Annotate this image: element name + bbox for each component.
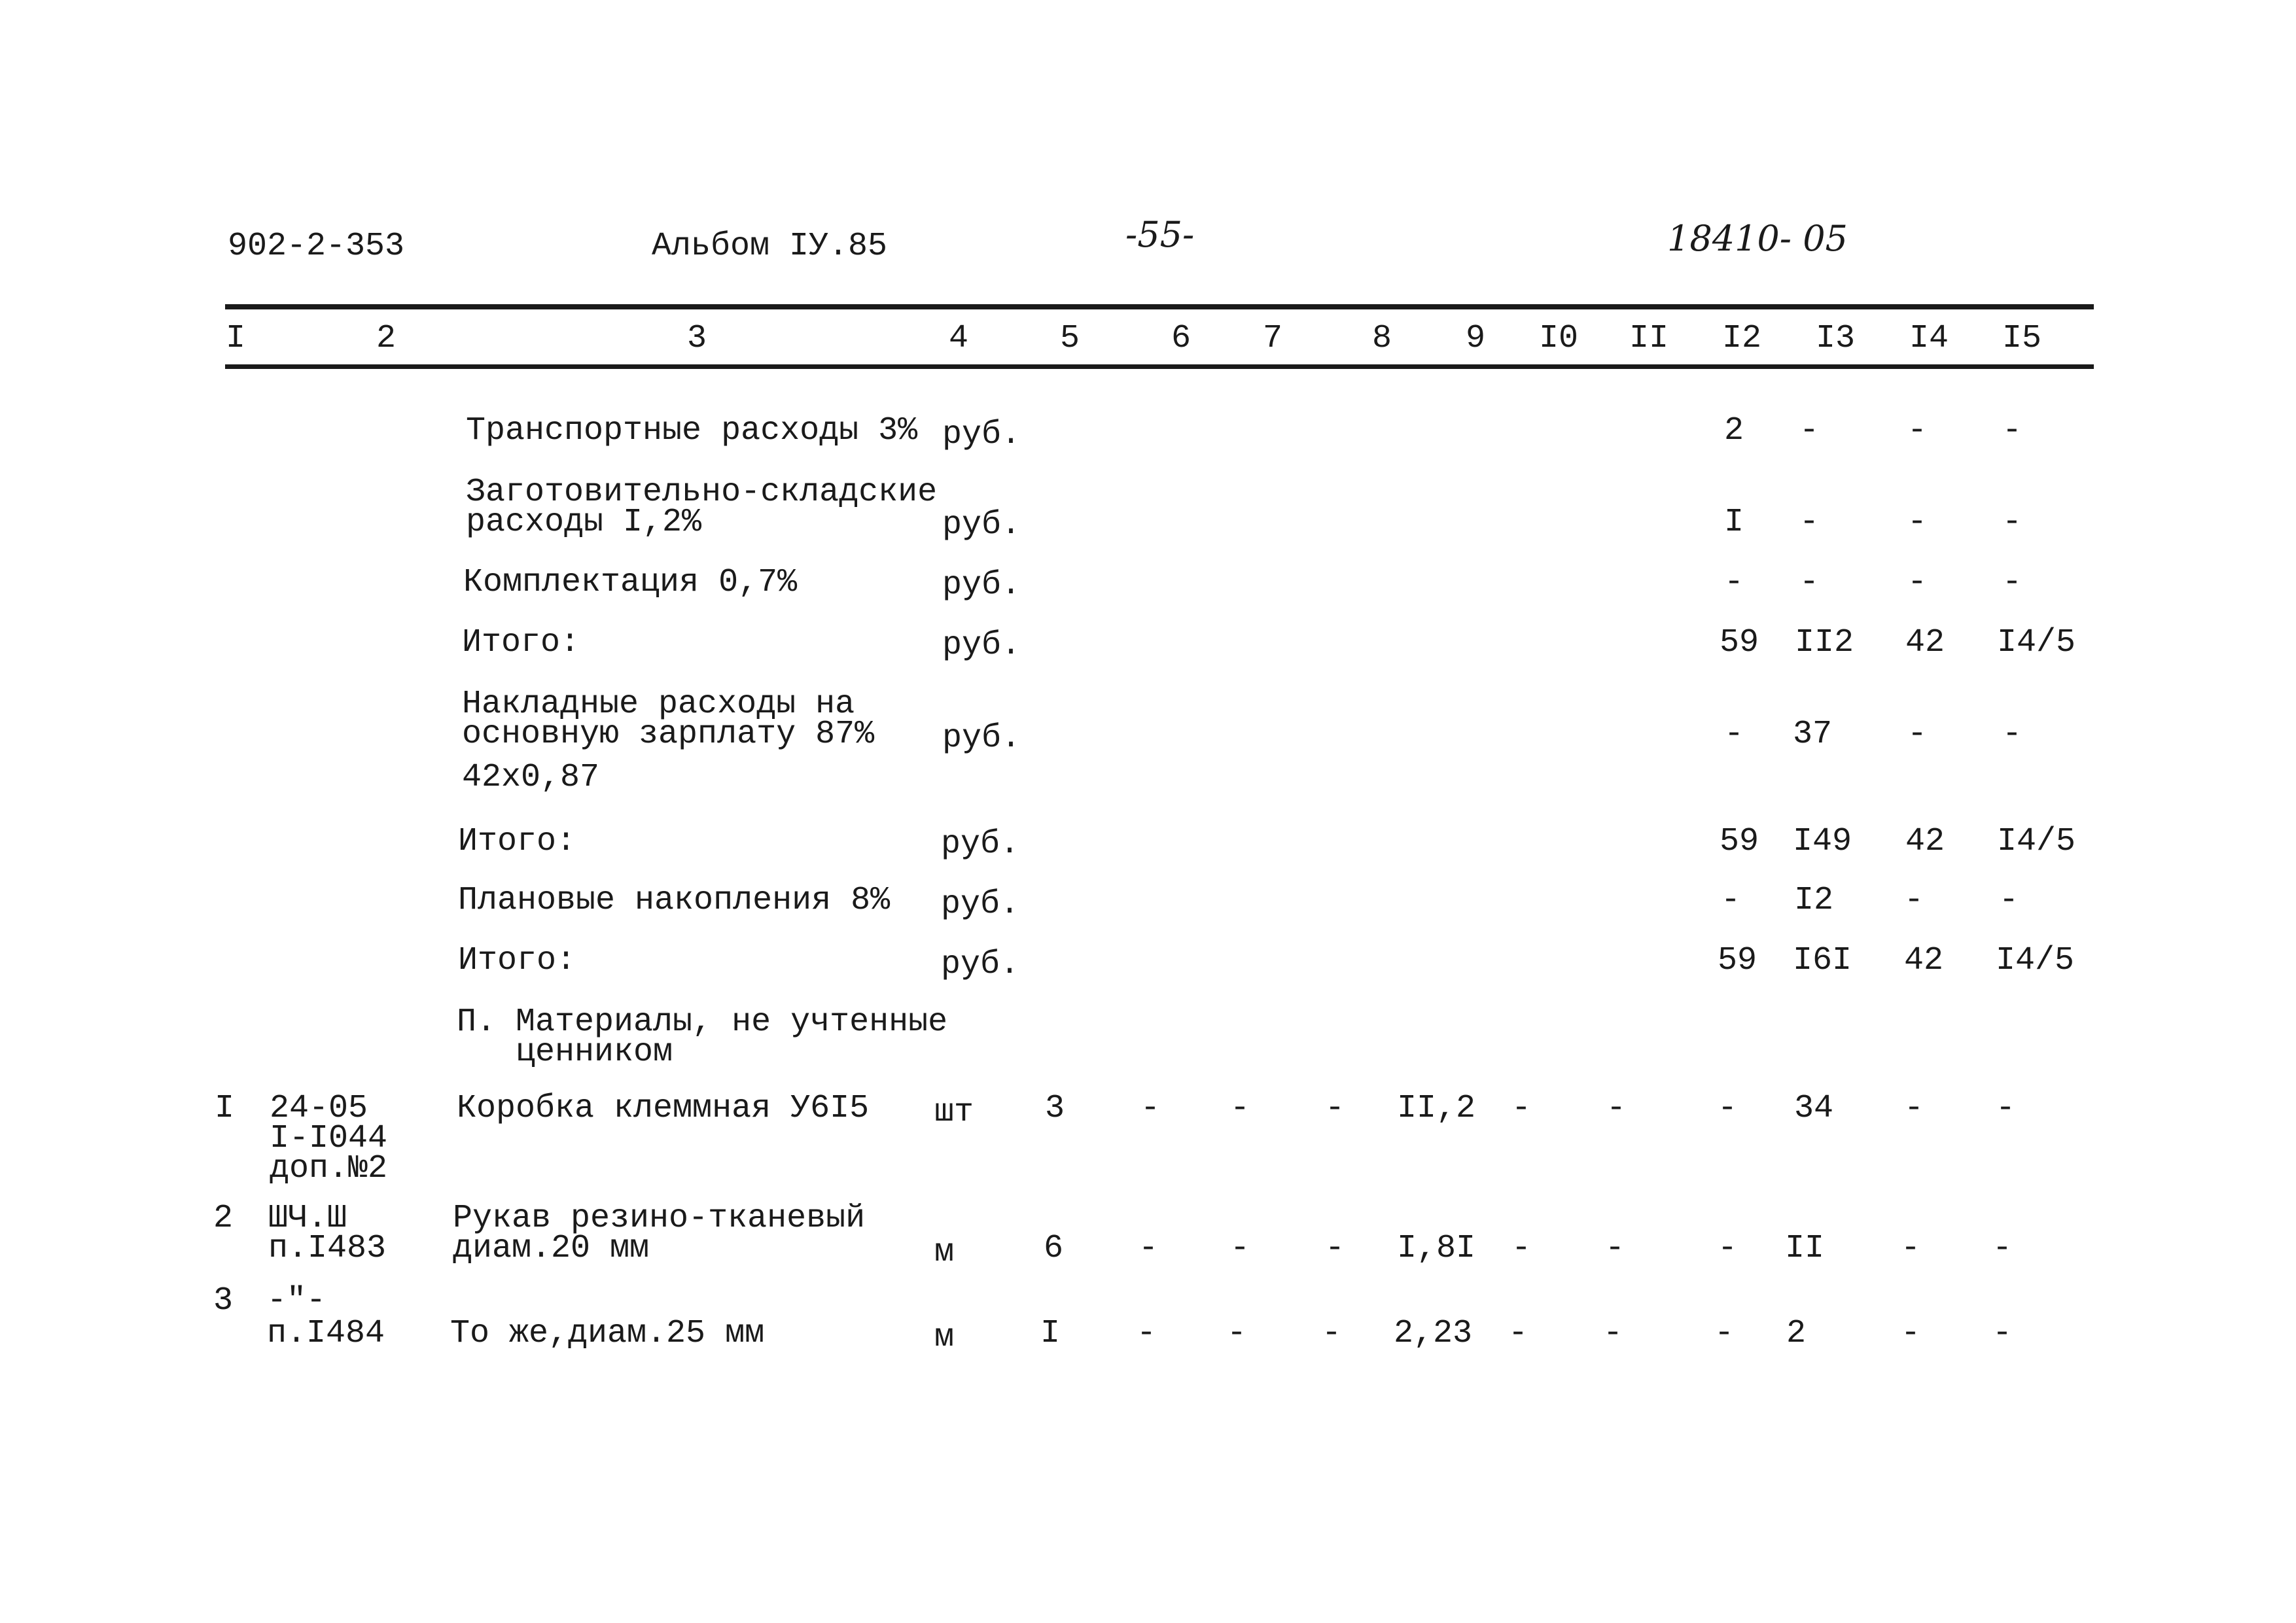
row-unit: руб. bbox=[941, 946, 1020, 983]
column-header: II bbox=[1629, 320, 1669, 357]
cell-col15: I4/5 bbox=[1995, 942, 2075, 979]
cell-col9: II,2 bbox=[1396, 1090, 1476, 1127]
cell-col13: 2 bbox=[1786, 1315, 1807, 1352]
row-description: расходы I,2% bbox=[466, 504, 702, 541]
column-header: I4 bbox=[1909, 320, 1949, 357]
row-description: Рукав резино-тканевый bbox=[453, 1200, 866, 1237]
cell-col13: - bbox=[1799, 504, 1820, 541]
row-number: 3 bbox=[213, 1282, 234, 1319]
cell-col12: I bbox=[1723, 504, 1744, 541]
cell-col6: - bbox=[1138, 1230, 1159, 1267]
row-unit: руб. bbox=[942, 567, 1021, 604]
row-reference: ШЧ.Ш bbox=[268, 1200, 347, 1237]
column-header: I0 bbox=[1538, 320, 1579, 357]
row-description: основную зарплату 87% bbox=[462, 716, 875, 753]
cell-col5: 3 bbox=[1044, 1090, 1065, 1127]
page-number: -55- bbox=[1125, 214, 1195, 255]
row-description: Заготовительно-складские bbox=[466, 474, 938, 511]
row-reference: -"- bbox=[267, 1282, 327, 1319]
project-code: 902-2-353 bbox=[228, 228, 405, 265]
row-unit: шт bbox=[934, 1094, 974, 1131]
cell-col15: - bbox=[2002, 716, 2022, 753]
cell-col6: - bbox=[1136, 1315, 1157, 1352]
cell-col15: - bbox=[2002, 564, 2022, 601]
row-unit: руб. bbox=[942, 627, 1021, 664]
column-header: 5 bbox=[1059, 320, 1080, 357]
row-description: диам.20 мм bbox=[453, 1230, 650, 1267]
row-unit: м bbox=[934, 1319, 955, 1356]
cell-col14: 42 bbox=[1905, 823, 1945, 860]
cell-col15: - bbox=[1992, 1230, 2013, 1267]
row-number: I bbox=[215, 1090, 235, 1127]
cell-col12: - bbox=[1717, 1230, 1738, 1267]
cell-col13: I6I bbox=[1792, 942, 1852, 979]
cell-col15: - bbox=[1992, 1315, 2013, 1352]
row-unit: руб. bbox=[942, 416, 1021, 453]
row-unit: руб. bbox=[942, 506, 1021, 544]
cell-col15: - bbox=[1995, 1090, 2016, 1127]
cell-col11: - bbox=[1602, 1315, 1623, 1352]
column-header: I5 bbox=[2002, 320, 2042, 357]
cell-col6: - bbox=[1140, 1090, 1161, 1127]
cell-col11: - bbox=[1604, 1230, 1625, 1267]
cell-col8: - bbox=[1324, 1090, 1345, 1127]
table-top-rule bbox=[225, 304, 2094, 309]
row-unit: м bbox=[934, 1234, 955, 1271]
cell-col14: 42 bbox=[1905, 624, 1945, 661]
column-header: 6 bbox=[1171, 320, 1192, 357]
cell-col14: - bbox=[1907, 504, 1928, 541]
cell-col12: - bbox=[1720, 882, 1741, 919]
row-description: Коробка клеммная У6I5 bbox=[457, 1090, 870, 1127]
column-header: I3 bbox=[1815, 320, 1856, 357]
cell-col12: 59 bbox=[1719, 624, 1759, 661]
column-header: 2 bbox=[376, 320, 397, 357]
cell-col12: - bbox=[1723, 716, 1744, 753]
column-header: 4 bbox=[948, 320, 969, 357]
row-unit: руб. bbox=[941, 886, 1020, 923]
cell-col10: - bbox=[1511, 1090, 1532, 1127]
row-unit: руб. bbox=[942, 720, 1021, 757]
column-header: I bbox=[225, 320, 246, 357]
cell-col5: 6 bbox=[1043, 1230, 1064, 1267]
cell-col7: - bbox=[1229, 1230, 1250, 1267]
cell-col13: II bbox=[1784, 1230, 1825, 1267]
album-label: Альбом IУ.85 bbox=[652, 228, 888, 265]
row-reference: п.I484 bbox=[267, 1315, 385, 1352]
row-reference: I-I044 bbox=[270, 1120, 388, 1157]
cell-col12: - bbox=[1717, 1090, 1738, 1127]
column-header: 7 bbox=[1262, 320, 1283, 357]
cell-col14: - bbox=[1907, 564, 1928, 601]
cell-col12: 2 bbox=[1723, 412, 1744, 449]
cell-col14: - bbox=[1907, 412, 1928, 449]
cell-col15: - bbox=[2002, 504, 2022, 541]
column-header: 3 bbox=[686, 320, 707, 357]
row-reference: 24-05 bbox=[270, 1090, 368, 1127]
cell-col9: 2,23 bbox=[1393, 1315, 1473, 1352]
cell-col9: I,8I bbox=[1396, 1230, 1476, 1267]
table-header-rule bbox=[225, 364, 2094, 369]
column-header: 9 bbox=[1465, 320, 1486, 357]
cell-col8: - bbox=[1321, 1315, 1342, 1352]
cell-col15: I4/5 bbox=[1996, 624, 2076, 661]
cell-col14: 42 bbox=[1903, 942, 1944, 979]
cell-col14: - bbox=[1903, 882, 1924, 919]
cell-col13: 37 bbox=[1792, 716, 1833, 753]
row-description: То же,диам.25 мм bbox=[450, 1315, 765, 1352]
row-description: Комплектация 0,7% bbox=[463, 564, 798, 601]
cell-col15: - bbox=[1998, 882, 2019, 919]
cell-col14: - bbox=[1903, 1090, 1924, 1127]
cell-col11: - bbox=[1606, 1090, 1627, 1127]
column-header: 8 bbox=[1371, 320, 1392, 357]
row-description: Итого: bbox=[458, 942, 576, 979]
row-description: Итого: bbox=[458, 823, 576, 860]
row-reference: п.I483 bbox=[268, 1230, 387, 1267]
row-description: Транспортные расходы 3% bbox=[466, 412, 918, 449]
cell-col13: I2 bbox=[1793, 882, 1834, 919]
cell-col10: - bbox=[1508, 1315, 1528, 1352]
cell-col5: I bbox=[1040, 1315, 1061, 1352]
row-description: Плановые накопления 8% bbox=[458, 882, 891, 919]
cell-col13: - bbox=[1799, 412, 1820, 449]
cell-col13: 34 bbox=[1793, 1090, 1834, 1127]
row-description: Итого: bbox=[462, 624, 580, 661]
cell-col8: - bbox=[1324, 1230, 1345, 1267]
cell-col12: 59 bbox=[1717, 942, 1757, 979]
cell-col13: I49 bbox=[1792, 823, 1852, 860]
cell-col13: - bbox=[1799, 564, 1820, 601]
cell-col15: - bbox=[2002, 412, 2022, 449]
row-unit: руб. bbox=[941, 826, 1020, 863]
cell-col12: - bbox=[1714, 1315, 1735, 1352]
document-code: 18410- 05 bbox=[1667, 218, 1848, 259]
cell-col12: 59 bbox=[1719, 823, 1759, 860]
row-description: П. Материалы, не учтенные bbox=[457, 1003, 948, 1041]
row-number: 2 bbox=[213, 1200, 234, 1237]
row-description: 42x0,87 bbox=[462, 759, 600, 796]
row-description: ценником bbox=[457, 1034, 673, 1071]
cell-col7: - bbox=[1226, 1315, 1247, 1352]
cell-col12: - bbox=[1723, 564, 1744, 601]
cell-col13: II2 bbox=[1794, 624, 1854, 661]
cell-col14: - bbox=[1900, 1315, 1921, 1352]
cell-col14: - bbox=[1900, 1230, 1921, 1267]
column-header: I2 bbox=[1722, 320, 1762, 357]
cell-col10: - bbox=[1511, 1230, 1532, 1267]
row-reference: доп.№2 bbox=[270, 1150, 388, 1187]
cell-col7: - bbox=[1229, 1090, 1250, 1127]
cell-col14: - bbox=[1907, 716, 1928, 753]
row-description: Накладные расходы на bbox=[462, 686, 855, 723]
cell-col15: I4/5 bbox=[1996, 823, 2076, 860]
